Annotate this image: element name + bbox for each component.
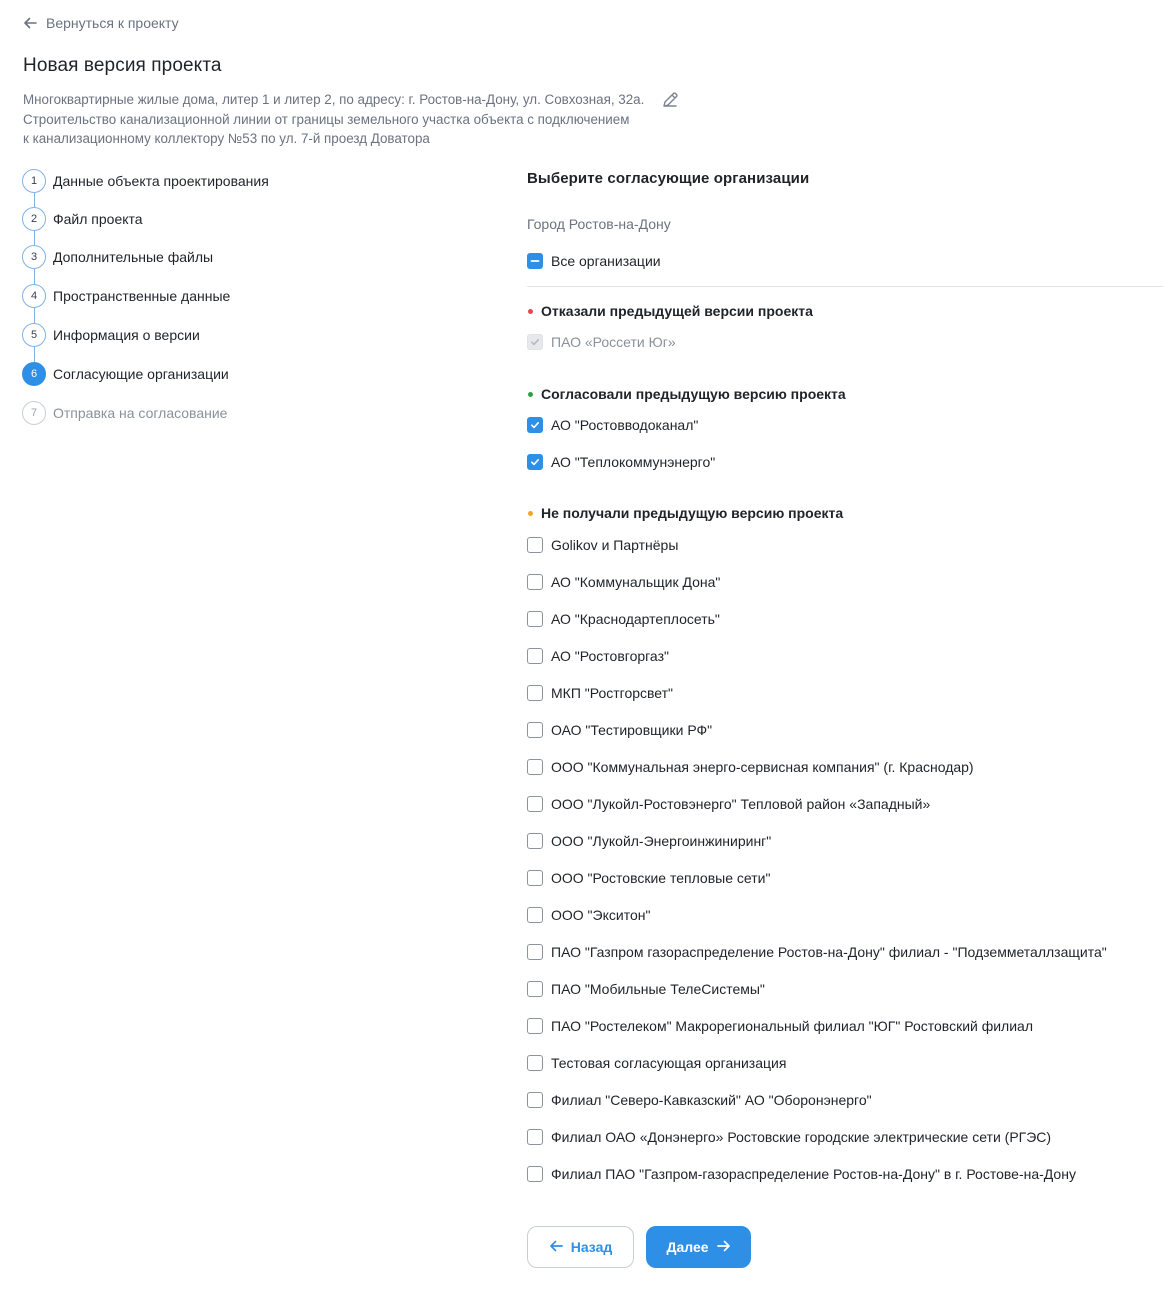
status-dot-icon	[528, 392, 533, 397]
checkbox-label: АО "Теплокоммунэнерго"	[551, 454, 716, 470]
next-button-label: Далее	[666, 1239, 709, 1255]
step-label: Согласующие организации	[53, 366, 229, 382]
status-dot-icon	[528, 309, 533, 314]
step-number: 7	[22, 401, 46, 425]
group-title: Не получали предыдущую версию проекта	[541, 505, 844, 521]
checkbox-box[interactable]	[527, 648, 543, 664]
checkbox-box[interactable]	[527, 1092, 543, 1108]
step-5[interactable]	[22, 323, 200, 347]
step-connector	[34, 347, 35, 362]
checkbox-label: ПАО «Россети Юг»	[551, 334, 676, 350]
checkbox-label: ООО "Лукойл-Энергоинжиниринг"	[551, 833, 772, 849]
org-checkbox[interactable]	[527, 453, 715, 471]
org-checkbox[interactable]	[527, 1054, 786, 1072]
checkbox-label: ООО "Коммунальная энерго-сервисная компания" (г. Краснодар)	[551, 759, 974, 775]
checkbox-box[interactable]	[527, 722, 543, 738]
step-connector	[34, 193, 35, 207]
project-description	[23, 90, 663, 149]
group-header-not-received	[527, 504, 843, 522]
step-label: Файл проекта	[53, 211, 143, 227]
group-header-approved	[527, 385, 846, 403]
org-checkbox[interactable]	[527, 1017, 1033, 1035]
step-label: Отправка на согласование	[53, 405, 228, 421]
checkbox-indeterminate-icon[interactable]	[527, 253, 543, 269]
step-connector	[34, 231, 35, 245]
org-checkbox[interactable]	[527, 1128, 1051, 1146]
status-dot-icon	[528, 511, 533, 516]
checkbox-box[interactable]	[527, 981, 543, 997]
step-4[interactable]	[22, 284, 230, 308]
description-line: Многоквартирные жилые дома, литер 1 и литер 2, по адресу: г. Ростов-на-Дону, ул. Совхозная, 32а.	[23, 92, 645, 107]
arrow-left-icon	[549, 1239, 563, 1256]
city-label: Город Ростов-на-Дону	[527, 216, 671, 232]
checkbox-box[interactable]	[527, 796, 543, 812]
step-label: Данные объекта проектирования	[53, 173, 269, 189]
back-button-label: Назад	[570, 1239, 613, 1255]
checkbox-box[interactable]	[527, 574, 543, 590]
org-checkbox[interactable]	[527, 758, 974, 776]
group-title: Согласовали предыдущую версию проекта	[541, 386, 846, 402]
step-connector	[34, 308, 35, 323]
description-line: Строительство канализационной линии от границы земельного участка объекта с подключением	[23, 111, 630, 127]
checkbox-label: ПАО "Мобильные ТелеСистемы"	[551, 981, 765, 997]
next-button[interactable]	[646, 1226, 751, 1268]
edit-pencil-icon[interactable]	[661, 91, 679, 114]
step-connector	[34, 269, 35, 284]
group-title: Отказали предыдущей версии проекта	[541, 303, 813, 319]
checkbox-label: Филиал "Северо-Кавказский" АО "Оборонэнерго"	[551, 1092, 872, 1108]
checkbox-label: АО "Ростовгоргаз"	[551, 648, 669, 664]
checkbox-label: ООО "Ростовские тепловые сети"	[551, 870, 771, 886]
step-6[interactable]	[22, 362, 229, 386]
step-number: 4	[22, 284, 46, 308]
org-checkbox[interactable]	[527, 610, 720, 628]
checkbox-label: Филиал ОАО «Донэнерго» Ростовские городские электрические сети (РГЭС)	[551, 1129, 1052, 1145]
org-checkbox[interactable]	[527, 573, 720, 591]
back-button[interactable]	[527, 1226, 634, 1268]
step-number: 3	[22, 245, 46, 269]
checkbox-label: Все организации	[551, 253, 661, 269]
checkbox-label: ОАО "Тестировщики РФ"	[551, 722, 713, 738]
checkbox-box[interactable]	[527, 537, 543, 553]
checkbox-box[interactable]	[527, 944, 543, 960]
step-1[interactable]	[22, 169, 269, 193]
step-label: Пространственные данные	[53, 288, 231, 304]
checkbox-box[interactable]	[527, 611, 543, 627]
checkbox-box[interactable]	[527, 759, 543, 775]
checkbox-box[interactable]	[527, 1166, 543, 1182]
checkbox-box[interactable]	[527, 870, 543, 886]
checkbox-label: МКП "Ростгорсвет"	[551, 685, 674, 701]
description-line: к канализационному коллектору №53 по ул. 7-й проезд Доватора	[23, 131, 430, 146]
back-to-project-link[interactable]	[23, 14, 179, 32]
step-number: 2	[22, 207, 46, 231]
org-checkbox[interactable]	[527, 684, 673, 702]
back-link-label: Вернуться к проекту	[46, 15, 179, 31]
checkbox-label: Golikov и Партнёры	[551, 537, 679, 553]
checkbox-label: АО "Краснодартеплосеть"	[551, 611, 720, 627]
org-checkbox[interactable]	[527, 869, 770, 887]
checkbox-box[interactable]	[527, 1129, 543, 1145]
org-checkbox[interactable]	[527, 416, 698, 434]
checkbox-box[interactable]	[527, 833, 543, 849]
org-checkbox[interactable]	[527, 647, 669, 665]
checkbox-label: ПАО "Ростелеком" Макрорегиональный филиал "ЮГ" Ростовский филиал	[551, 1018, 1034, 1034]
checkbox-label: Тестовая согласующая организация	[551, 1055, 787, 1071]
section-title: Выберите согласующие организации	[527, 170, 810, 187]
checkbox-label: ООО "Лукойл-Ростовэнерго" Тепловой район «Западный»	[551, 796, 931, 812]
checkbox-label: Филиал ПАО "Газпром-газораспределение Ростов-на-Дону" в г. Ростове-на-Дону	[551, 1166, 1076, 1182]
step-number: 5	[22, 323, 46, 347]
divider	[527, 286, 1163, 287]
checkbox-label: АО "Коммунальщик Дона"	[551, 574, 721, 590]
org-checkbox[interactable]	[527, 721, 712, 739]
checkbox-box[interactable]	[527, 1018, 543, 1034]
select-all-checkbox[interactable]	[527, 252, 661, 270]
checkbox-label: АО "Ростовводоканал"	[551, 417, 699, 433]
org-checkbox[interactable]	[527, 832, 771, 850]
arrow-right-icon	[717, 1239, 731, 1256]
org-checkbox[interactable]	[527, 536, 678, 554]
page-title: Новая версия проекта	[23, 55, 222, 76]
org-checkbox[interactable]	[527, 795, 930, 813]
checkbox-box[interactable]	[527, 685, 543, 701]
checkbox-label: ПАО "Газпром газораспределение Ростов-на-Дону" филиал - "Подземметаллзащита"	[551, 944, 1107, 960]
step-7	[22, 401, 227, 425]
group-header-rejected	[527, 302, 813, 320]
step-number: 6	[22, 362, 46, 386]
checkbox-check-icon[interactable]	[527, 454, 543, 470]
step-number: 1	[22, 169, 46, 193]
step-3[interactable]	[22, 245, 213, 269]
org-checkbox[interactable]	[527, 980, 765, 998]
arrow-left-icon	[23, 16, 37, 30]
org-checkbox	[527, 333, 676, 351]
step-label: Информация о версии	[53, 327, 200, 343]
org-checkbox[interactable]	[527, 1165, 1076, 1183]
org-checkbox[interactable]	[527, 906, 650, 924]
org-checkbox[interactable]	[527, 943, 1107, 961]
checkbox-box[interactable]	[527, 907, 543, 923]
checkbox-box[interactable]	[527, 1055, 543, 1071]
step-2[interactable]	[22, 207, 143, 231]
checkbox-check-icon[interactable]	[527, 417, 543, 433]
checkbox-check-icon	[527, 334, 543, 350]
step-label: Дополнительные файлы	[53, 249, 214, 265]
org-checkbox[interactable]	[527, 1091, 872, 1109]
checkbox-label: ООО "Экситон"	[551, 907, 651, 923]
